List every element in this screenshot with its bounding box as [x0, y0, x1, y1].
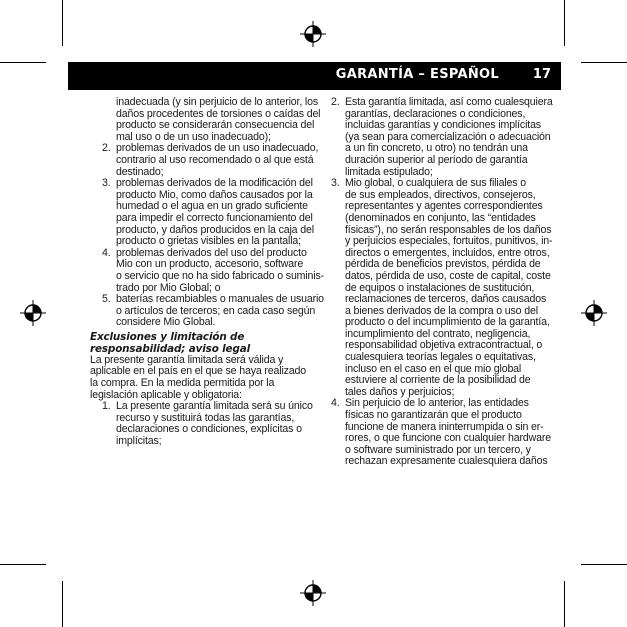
text-line: físicas”), no serán responsables de los daños	[345, 223, 552, 236]
text-line: o software suministrado por un tercero, y	[345, 443, 531, 456]
heading-line: responsabilidad; aviso legal	[90, 342, 251, 355]
list-item-number: 1.	[102, 400, 111, 413]
text-line: implícitas;	[116, 435, 162, 448]
crop-mark	[0, 62, 46, 63]
text-line: Mio con un producto, accesorio, software	[116, 258, 304, 271]
text-line: incumplimiento del contrato, negligencia,	[345, 327, 531, 340]
text-line: a un fin concreto, u otro) no tendrán una	[345, 142, 528, 155]
crop-mark	[581, 62, 627, 63]
text-line: de sus empleados, directivos, consejeros,	[345, 188, 536, 201]
crop-mark	[62, 581, 63, 627]
registration-mark-icon	[581, 300, 607, 326]
text-line: duración superior al período de garantía	[345, 153, 528, 166]
text-line: inadecuada (y sin perjuicio de lo anterior, los	[116, 96, 319, 108]
continuation-text	[90, 96, 321, 143]
text-line: representantes y agentes correspondientes	[345, 200, 543, 213]
text-line: problemas derivados del uso del producto	[116, 246, 307, 259]
text-line: humedad o el agua en un grado suficiente	[116, 200, 308, 213]
text-line: directos o emergentes, incluidos, entre otros,	[345, 246, 550, 259]
text-line: baterías recambiables o manuales de usuario	[116, 293, 324, 306]
crop-mark	[0, 564, 46, 565]
text-line: garantías, declaraciones o condiciones,	[345, 107, 526, 120]
text-line: y perjuicios especiales, fortuitos, punitivos, in-	[345, 235, 553, 248]
text-line: (ya sean para comercialización o adecuación	[345, 130, 551, 143]
page-number: 17	[532, 67, 551, 82]
left-column	[90, 96, 325, 448]
text-line: producto se considerarán consecuencia del	[116, 119, 315, 132]
text-line: declaraciones o condiciones, explícitas o	[116, 423, 302, 436]
list-item	[90, 293, 324, 329]
list-item-number: 3.	[102, 177, 111, 190]
text-line: para impedir el correcto funcionamiento del	[116, 211, 313, 224]
text-line: rechazan expresamente cualesquiera daños	[345, 455, 548, 468]
text-line: la compra. En la medida permitida por la	[90, 377, 275, 390]
text-line: destinado;	[116, 165, 164, 178]
text-line: a bienes derivados de la compra o uso del	[345, 304, 538, 317]
page-header	[68, 62, 561, 90]
list-item	[319, 96, 553, 178]
right-column	[319, 96, 553, 468]
text-line: de equipos o instalaciones de sustitución,	[345, 281, 535, 294]
text-line: incluso en el caso en el que mio global	[345, 362, 522, 375]
text-line: producto o del incumplimiento de la garantía,	[345, 316, 550, 329]
text-line: rores, o que funcione con cualquier hardware	[345, 432, 551, 445]
crop-mark	[564, 581, 565, 627]
text-line: tales daños y perjuicios;	[345, 385, 455, 398]
header-title: GARANTÍA – ESPAÑOL	[335, 67, 499, 82]
text-line: (denominados en conjunto, las “entidades	[345, 211, 536, 224]
text-line: o artículos de terceros; en cada caso según	[116, 304, 316, 317]
crop-mark	[62, 0, 63, 46]
registration-mark-icon	[300, 21, 326, 47]
text-line: trado por Mio Global; o	[116, 281, 221, 294]
list-item-number: 2.	[331, 96, 340, 108]
text-line: producto, y daños producidos en la caja del	[116, 223, 314, 236]
crop-mark	[581, 564, 627, 565]
text-line: aplicable en el país en el que se haya realizado	[90, 365, 307, 378]
text-line: Sin perjuicio de lo anterior, las entidades	[345, 397, 529, 410]
registration-mark-icon	[300, 580, 326, 606]
list-item	[90, 246, 325, 294]
list-item-number: 5.	[102, 293, 111, 306]
text-line: producto o grietas visibles en la pantalla;	[116, 235, 301, 248]
text-line: problemas derivados de un uso inadecuado,	[116, 142, 319, 155]
list-item	[90, 400, 313, 448]
text-line: estuviere al corriente de la posibilidad de	[345, 374, 531, 387]
text-line: pérdida de beneficios previstos, pérdida de	[345, 258, 541, 271]
text-line: incluidas garantías y condiciones implícitas	[345, 119, 541, 132]
list-item	[319, 397, 551, 468]
list-item-number: 4.	[331, 397, 340, 410]
list-item	[90, 177, 314, 248]
text-line: daños procedentes de torsiones o caídas del	[116, 107, 321, 120]
registration-mark-icon	[20, 300, 46, 326]
crop-mark	[564, 0, 565, 46]
text-line: funcione de manera ininterrumpida o sin er-	[345, 420, 544, 433]
list-item-number: 2.	[102, 142, 111, 155]
text-line: físicas no garantizarán que el producto	[345, 409, 522, 422]
text-line: La presente garantía limitada será válida y	[90, 353, 284, 366]
section-heading	[90, 331, 302, 355]
text-line: legislación aplicable y obligatoria:	[90, 388, 242, 401]
text-line: Mio global, o cualquiera de sus filiales o	[345, 177, 526, 190]
text-line: mal uso o de un uso inadecuado);	[116, 130, 271, 143]
text-line: o servicio que no ha sido fabricado o suminis-	[116, 269, 325, 282]
list-item	[90, 142, 319, 178]
text-line: producto Mio, como daños causados por la	[116, 188, 313, 201]
text-line: contrario al uso recomendado o al que está	[116, 153, 314, 166]
paragraph	[90, 353, 307, 401]
list-item	[319, 177, 553, 398]
text-line: considere Mio Global.	[116, 316, 216, 329]
heading-line: Exclusiones y limitación de	[90, 330, 245, 343]
text-line: reclamaciones de terceros, daños causados	[345, 293, 547, 306]
list-item-number: 4.	[102, 246, 111, 259]
text-line: limitada estipulado;	[345, 165, 433, 178]
text-line: problemas derivados de la modificación del	[116, 177, 313, 190]
text-line: recurso y sustituirá todas las garantías,	[116, 411, 295, 424]
text-line: datos, pérdida de uso, coste de capital, coste	[345, 269, 551, 282]
text-line: Esta garantía limitada, así como cualesquiera	[345, 96, 553, 108]
text-line: responsabilidad objetiva extracontractual, o	[345, 339, 543, 352]
text-line: La presente garantía limitada será su único	[116, 400, 313, 413]
text-line: cualesquiera teorías legales o equitativas,	[345, 351, 536, 364]
list-item-number: 3.	[331, 177, 340, 190]
